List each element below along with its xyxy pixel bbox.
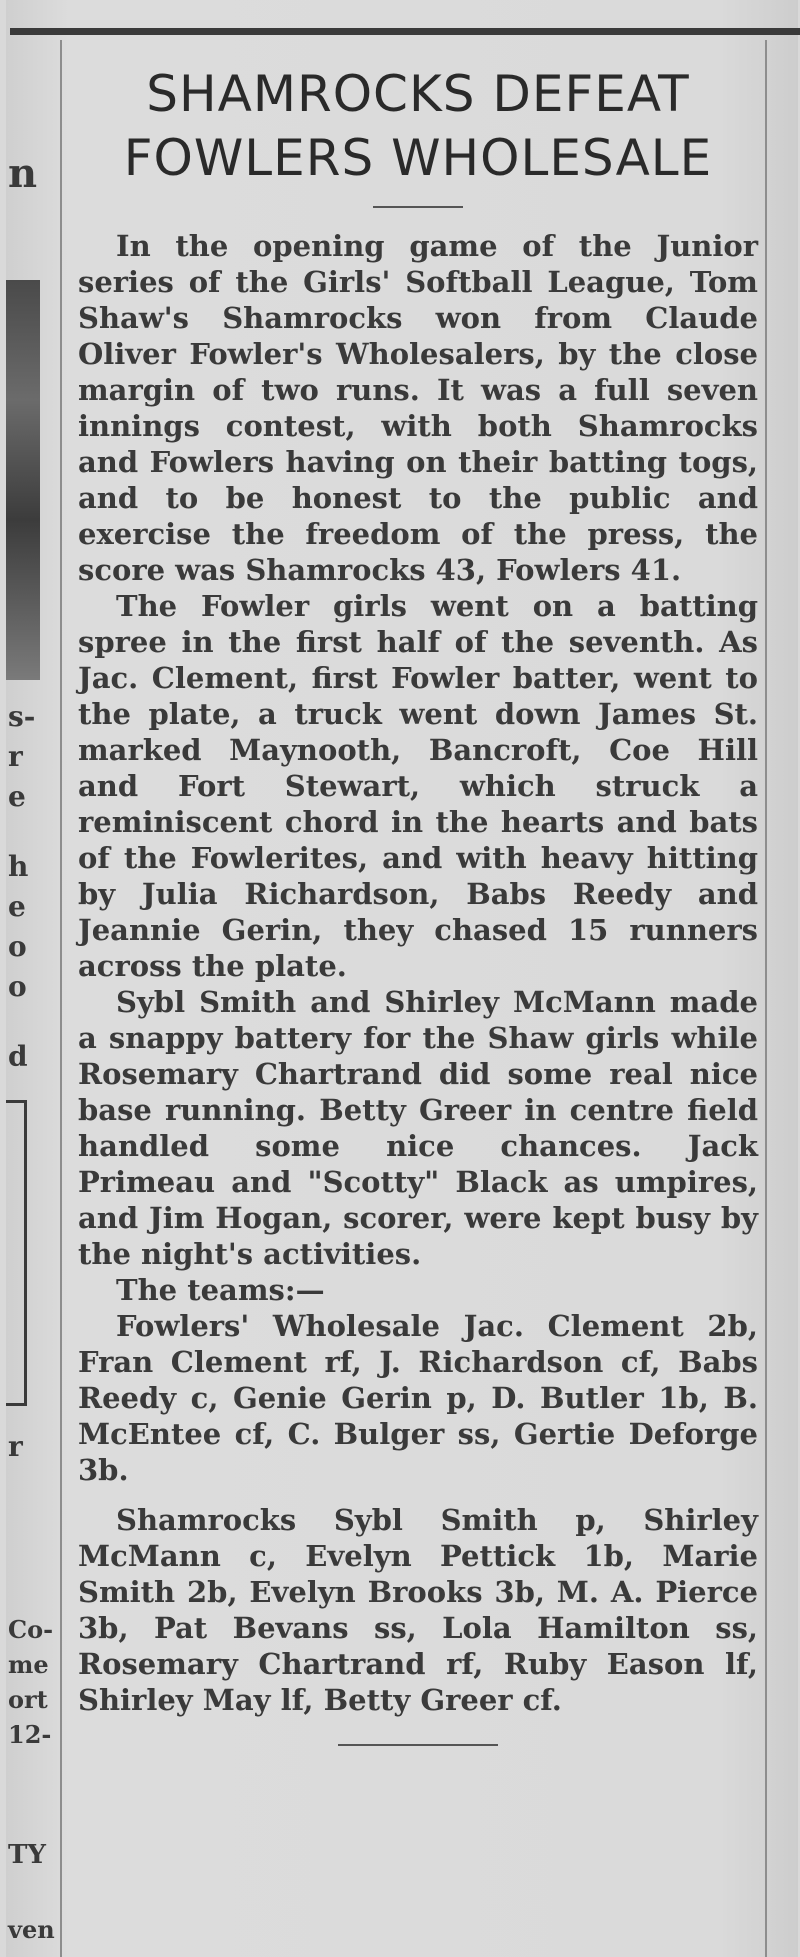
column-divider-right [765, 40, 767, 1957]
left-column-fragment: o [8, 970, 27, 1003]
left-column-fragment: e [8, 780, 26, 813]
left-column-fragment: me [8, 1650, 49, 1679]
headline [78, 62, 758, 190]
adjacent-photo-fragment [6, 280, 40, 680]
paragraph: Sybl Smith and Shirley McMann made a snappy battery for the Shaw girls while Rosemary Chartrand did some real nice base running. Betty Greer in centre field handled some nice chances. Jack Primeau and "Scotty" Black as umpires, and Jim Hogan, scorer, were kept busy by the night's activities. [78, 985, 758, 1271]
article [78, 62, 758, 1746]
left-column-fragment: o [8, 930, 27, 963]
left-column-fragment: d [8, 1040, 28, 1073]
left-column-fragment: ort [8, 1685, 48, 1714]
left-column-fragment: s- [8, 700, 36, 733]
teams-heading: The teams:— [116, 1273, 325, 1307]
left-column-fragment: e [8, 890, 26, 923]
headline-line-2: FOWLERS WHOLESALE [123, 129, 713, 187]
team-roster: Shamrocks Sybl Smith p, Shirley McMann c, Evelyn Pettick 1b, Marie Smith 2b, Evelyn Brooks 3b, M. A. Pierce 3b, Pat Bevans ss, Lola Hamilton ss, Rosemary Chartrand rf, Ruby Eason lf, Shirley May lf, Betty Greer cf. [78, 1503, 758, 1717]
left-column-fragment: n [8, 150, 38, 197]
left-column-fragment: TY [8, 1840, 46, 1870]
left-column-fragment: r [8, 740, 23, 773]
left-column-fragment: ven [8, 1915, 55, 1944]
top-rule [10, 28, 800, 35]
paragraph: In the opening game of the Junior series of the Girls' Softball League, Tom Shaw's Shamrocks won from Claude Oliver Fowler's Wholesalers, by the close margin of two runs. It was a full seven innings contest, with both Shamrocks and Fowlers having on their batting togs, and to be honest to the public and exercise the freedom of the press, the score was Shamrocks 43, Fowlers 41. [78, 229, 758, 587]
headline-line-1: SHAMROCKS DEFEAT [146, 65, 690, 123]
column-divider-left [60, 40, 62, 1957]
adjacent-ad-box-fragment [6, 1100, 27, 1406]
left-column-fragment: Co- [8, 1615, 54, 1644]
paragraph: The Fowler girls went on a batting spree in the first half of the seventh. As Jac. Clement, first Fowler batter, went to the plate, a truck went down James St. marked Maynooth, Bancroft, Coe Hill and Fort Stewart, which struck a reminiscent chord in the hearts and bats of the Fowlerites, and with heavy hitting by Julia Richardson, Babs Reedy and Jeannie Gerin, they chased 15 runners across the plate. [78, 589, 758, 983]
left-column-fragment: r [8, 1430, 23, 1463]
article-body [78, 228, 758, 1718]
headline-divider [373, 206, 463, 208]
left-column-fragment: h [8, 850, 29, 883]
team-roster: Fowlers' Wholesale Jac. Clement 2b, Fran Clement rf, J. Richardson cf, Babs Reedy c, Genie Gerin p, D. Butler 1b, B. McEntee cf, C. Bulger ss, Gertie Deforge 3b. [78, 1309, 758, 1487]
left-column-fragment: 12- [8, 1720, 52, 1749]
end-rule [338, 1744, 498, 1746]
